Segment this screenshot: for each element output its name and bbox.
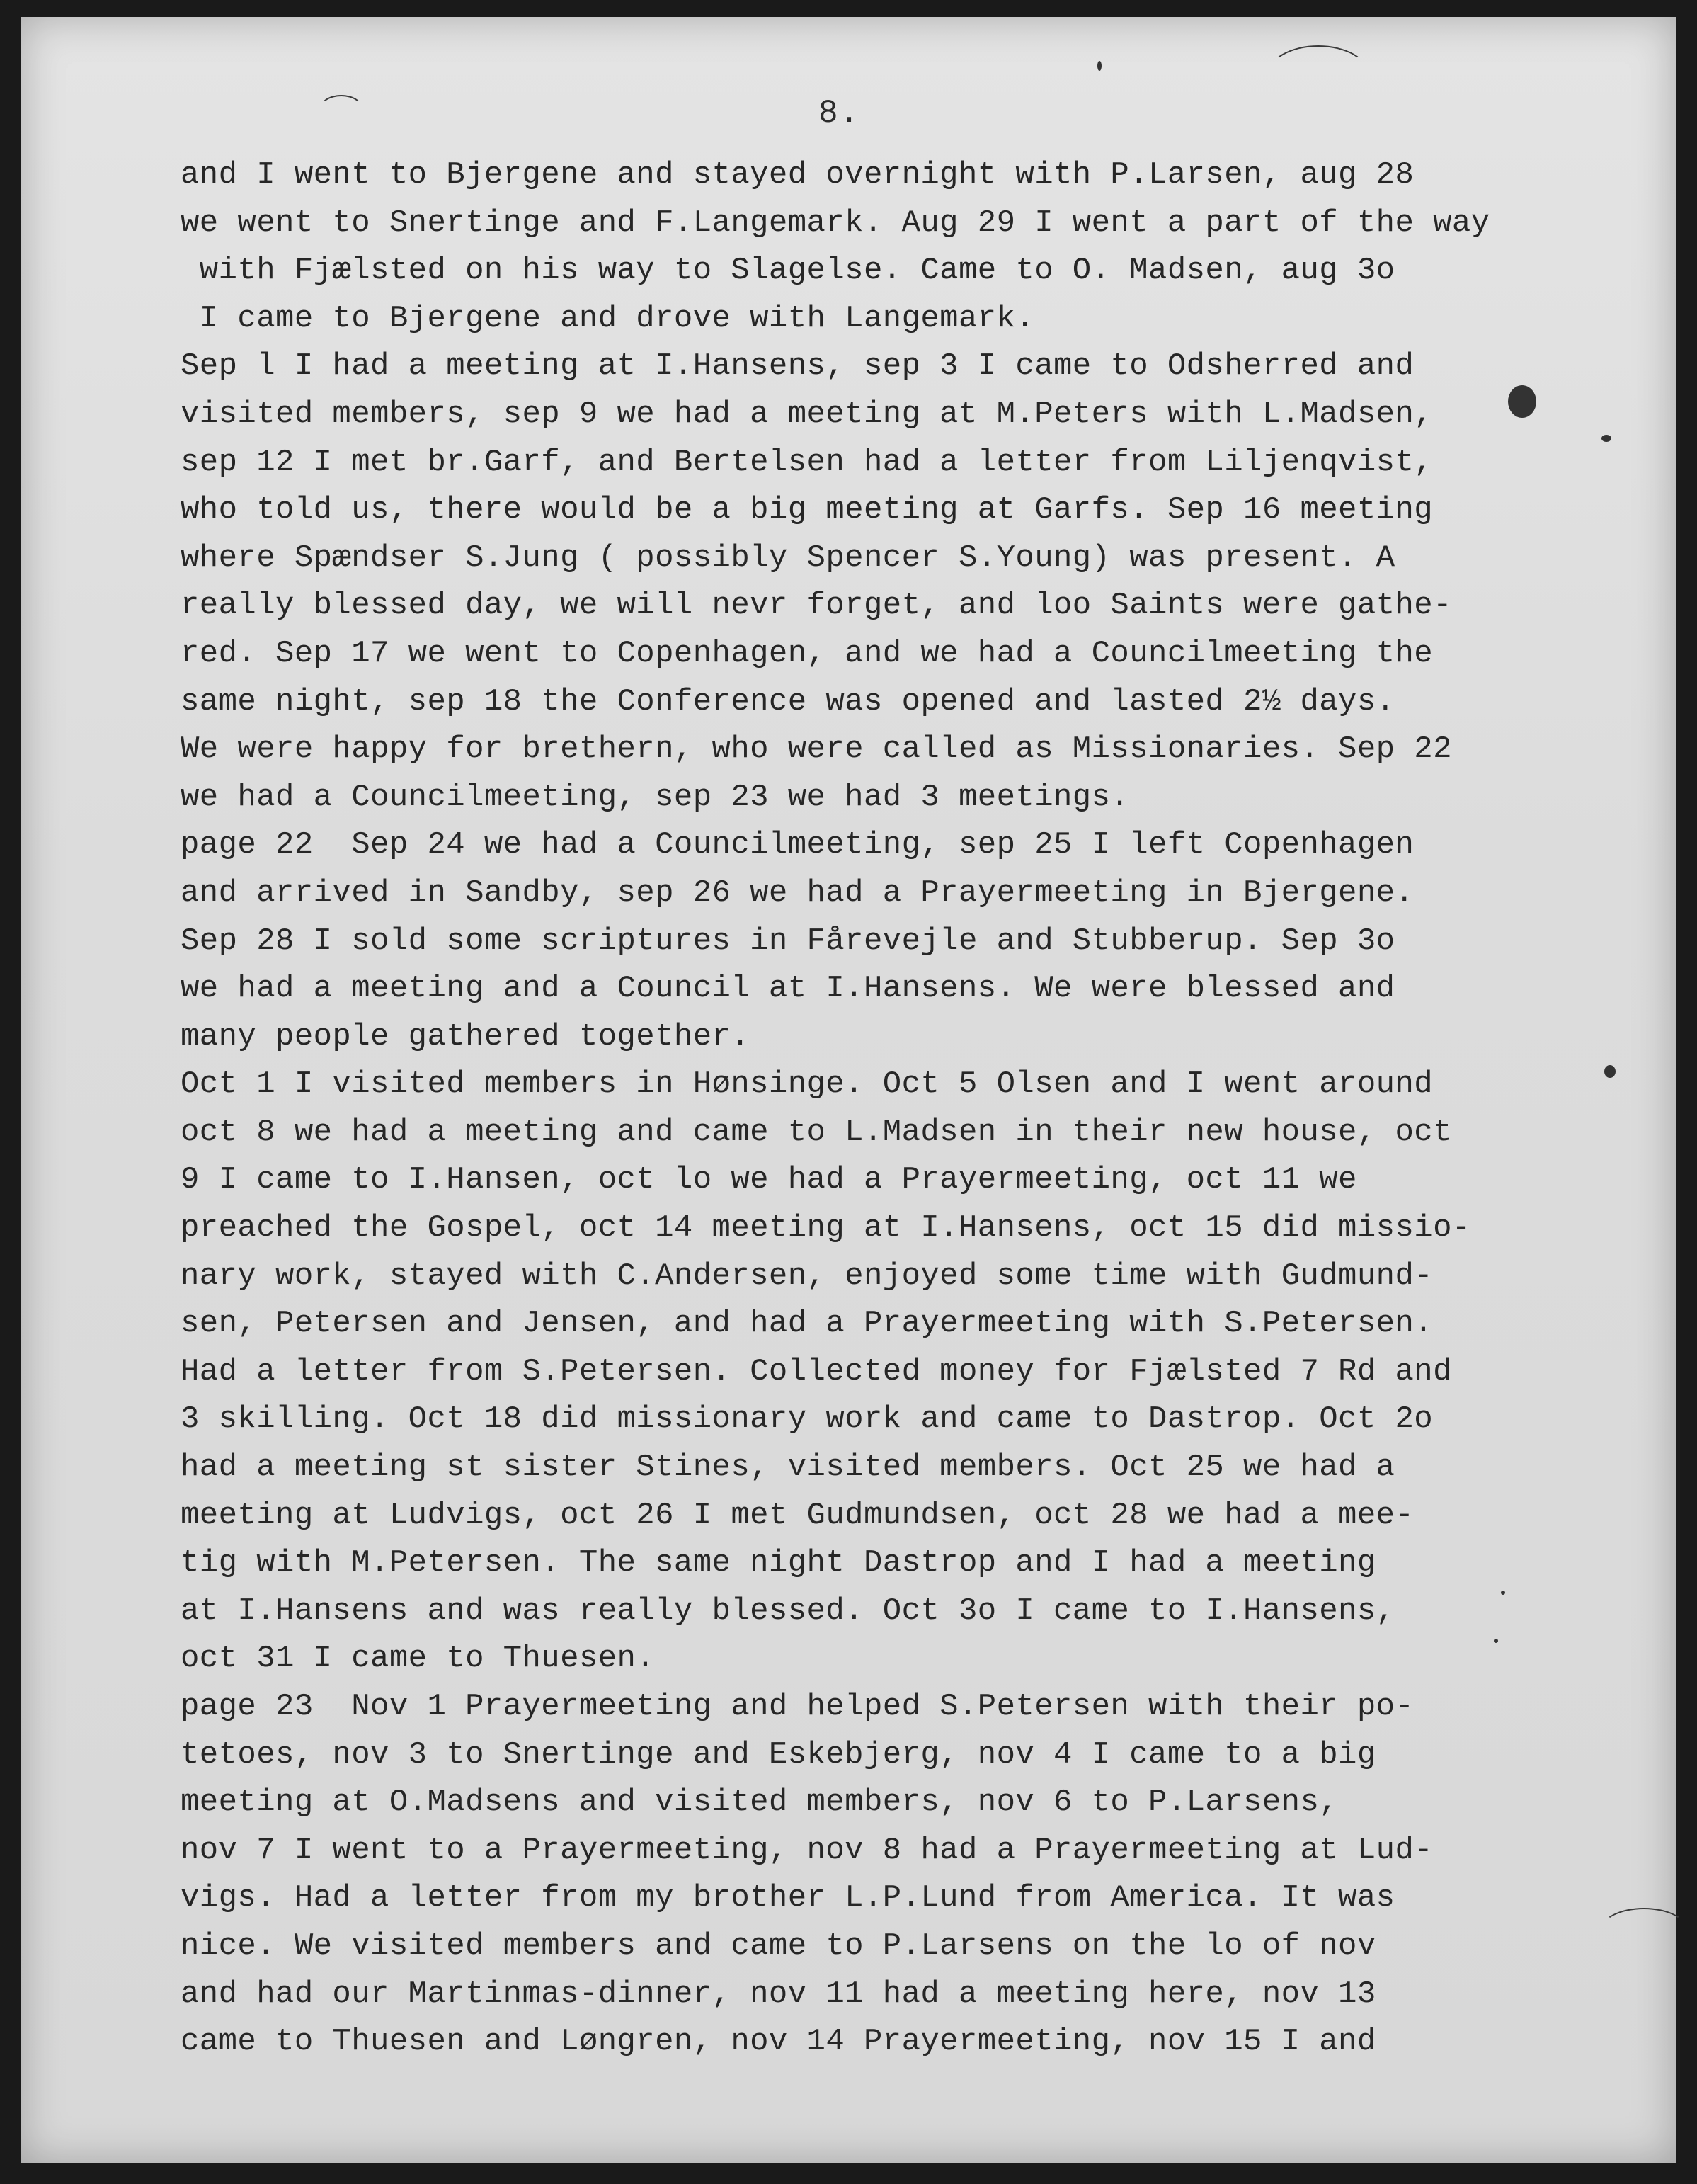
document-page (21, 17, 1676, 2163)
text-line: and arrived in Sandby, sep 26 we had a Prayermeeting in Bjergene. (181, 875, 1415, 911)
ink-speck (1601, 435, 1611, 442)
text-line: vigs. Had a letter from my brother L.P.Lund from America. It was (181, 1880, 1395, 1916)
ink-speck (1604, 1065, 1616, 1078)
page-number: 8. (818, 95, 861, 132)
scan-scratch (1267, 45, 1369, 105)
text-line: nary work, stayed with C.Andersen, enjoyed some time with Gudmund- (181, 1258, 1434, 1294)
text-line: nov 7 I went to a Prayermeeting, nov 8 had a Prayermeeting at Lud- (181, 1832, 1434, 1868)
text-line: and I went to Bjergene and stayed overnight with P.Larsen, aug 28 (181, 157, 1415, 193)
scan-scratch (1600, 1908, 1688, 1953)
scan-scratch (319, 95, 364, 126)
text-line: with Fjælsted on his way to Slagelse. Came to O. Madsen, aug 3o (181, 253, 1395, 289)
text-line: sep 12 I met br.Garf, and Bertelsen had a letter from Liljenqvist, (181, 444, 1434, 480)
text-line: page 23 Nov 1 Prayermeeting and helped S.Petersen with their po- (181, 1689, 1415, 1724)
text-line: where Spændser S.Jung ( possibly Spencer S.Young) was present. A (181, 540, 1395, 576)
text-line: had a meeting st sister Stines, visited members. Oct 25 we had a (181, 1450, 1395, 1486)
ink-blot (1508, 385, 1536, 418)
typed-text-body (181, 152, 1596, 2066)
text-line: preached the Gospel, oct 14 meeting at I.Hansens, oct 15 did missio- (181, 1210, 1471, 1246)
text-line: oct 8 we had a meeting and came to L.Madsen in their new house, oct (181, 1114, 1452, 1150)
text-line: who told us, there would be a big meeting at Garfs. Sep 16 meeting (181, 492, 1434, 528)
text-line: I came to Bjergene and drove with Langemark. (181, 300, 1035, 336)
text-line: really blessed day, we will nevr forget, and loo Saints were gathe- (181, 588, 1452, 624)
text-line: meeting at O.Madsens and visited members, nov 6 to P.Larsens, (181, 1785, 1339, 1821)
text-line: same night, sep 18 the Conference was opened and lasted 2½ days. (181, 683, 1395, 720)
ink-speck (1494, 1639, 1498, 1643)
text-line: we had a meeting and a Council at I.Hansens. We were blessed and (181, 971, 1395, 1007)
text-line: visited members, sep 9 we had a meeting at M.Peters with L.Madsen, (181, 396, 1434, 432)
text-line: meeting at Ludvigs, oct 26 I met Gudmundsen, oct 28 we had a mee- (181, 1497, 1415, 1533)
text-line: We were happy for brethern, who were called as Missionaries. Sep 22 (181, 732, 1452, 768)
text-line: 9 I came to I.Hansen, oct lo we had a Prayermeeting, oct 11 we (181, 1162, 1357, 1198)
text-line: Had a letter from S.Petersen. Collected money for Fjælsted 7 Rd and (181, 1353, 1452, 1389)
text-line: nice. We visited members and came to P.Larsens on the lo of nov (181, 1928, 1376, 1964)
text-line: and had our Martinmas-dinner, nov 11 had a meeting here, nov 13 (181, 1976, 1376, 2012)
text-line: at I.Hansens and was really blessed. Oct 3o I came to I.Hansens, (181, 1593, 1395, 1629)
text-line: tig with M.Petersen. The same night Dastrop and I had a meeting (181, 1545, 1376, 1581)
text-line: Oct 1 I visited members in Hønsinge. Oct 5 Olsen and I went around (181, 1067, 1434, 1103)
text-line: Sep 28 I sold some scriptures in Fårevejle and Stubberup. Sep 3o (181, 923, 1395, 959)
text-line: 3 skilling. Oct 18 did missionary work and came to Dastrop. Oct 2o (181, 1401, 1434, 1438)
text-line: page 22 Sep 24 we had a Councilmeeting, sep 25 I left Copenhagen (181, 827, 1415, 863)
text-line: came to Thuesen and Løngren, nov 14 Prayermeeting, nov 15 I and (181, 2024, 1376, 2060)
text-line: many people gathered together. (181, 1018, 750, 1054)
text-line: we went to Snertinge and F.Langemark. Aug 29 I went a part of the way (181, 205, 1490, 241)
text-line: we had a Councilmeeting, sep 23 we had 3 meetings. (181, 779, 1130, 815)
text-line: sen, Petersen and Jensen, and had a Prayermeeting with S.Petersen. (181, 1306, 1434, 1342)
text-line: tetoes, nov 3 to Snertinge and Eskebjerg, nov 4 I came to a big (181, 1736, 1376, 1773)
ink-speck (1097, 61, 1102, 71)
text-line: Sep l I had a meeting at I.Hansens, sep 3 I came to Odsherred and (181, 348, 1415, 385)
ink-speck (1501, 1591, 1505, 1595)
text-line: red. Sep 17 we went to Copenhagen, and we had a Councilmeeting the (181, 635, 1434, 671)
text-line: oct 31 I came to Thuesen. (181, 1641, 656, 1677)
